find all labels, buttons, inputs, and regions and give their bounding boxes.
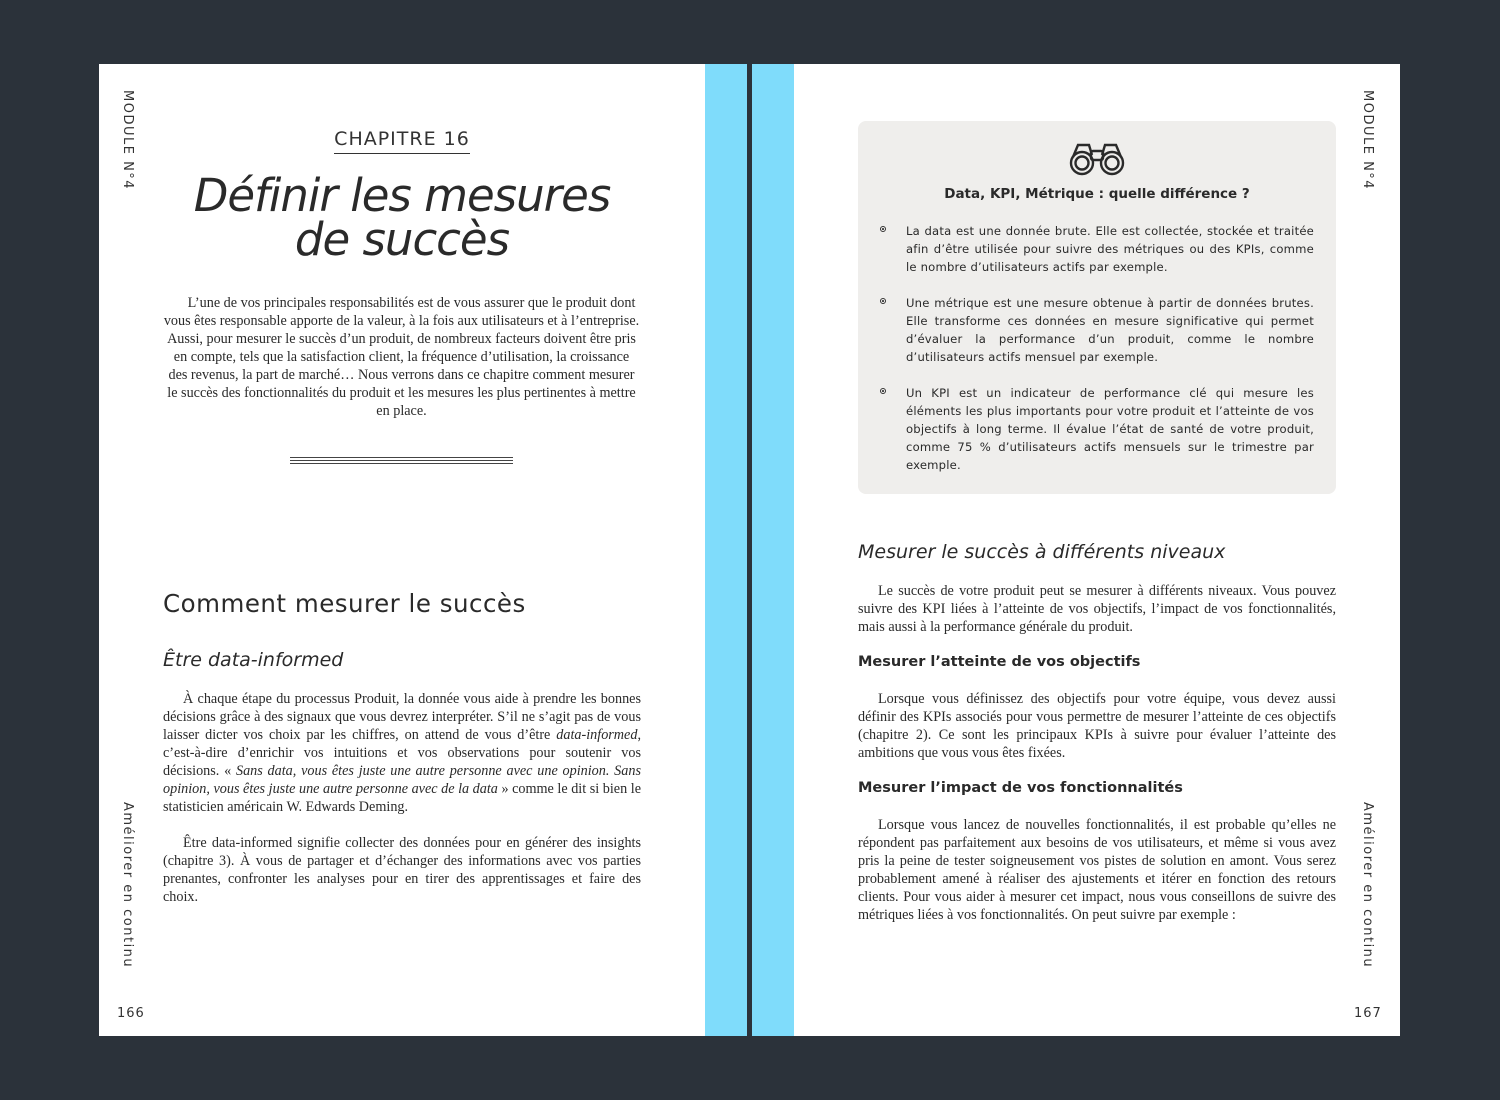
page-number: 167 xyxy=(1354,1006,1382,1021)
chapter-title xyxy=(99,169,705,266)
section-title: Comment mesurer le succès xyxy=(163,589,526,618)
info-list-item xyxy=(880,384,1314,474)
heading-features-impact: Mesurer l’impact de vos fonctionnalités xyxy=(858,780,1183,796)
decorative-rule xyxy=(290,457,513,458)
bullet-icon xyxy=(880,226,886,232)
module-subtitle: Améliorer en continu xyxy=(120,802,135,969)
info-box-title: Data, KPI, Métrique : quelle différence ? xyxy=(944,186,1250,202)
emphasis-quote: Sans data, vous êtes juste une autre personne avec une opinion. Sans opinion, vous êtes juste une autre personne avec de la data xyxy=(163,763,641,797)
text-run: À chaque étape du processus Produit, la donnée vous aide à prendre les bonnes décisions grâce à des signaux que vous devrez interpréter. S’il ne s’agit pas de vous laisser dicter vos choix par les chiffres, on attend de vous d’être xyxy=(163,691,641,743)
bullet-icon xyxy=(880,298,886,304)
module-label: MODULE N°4 xyxy=(120,90,135,191)
body-paragraph: Le succès de votre produit peut se mesurer à différents niveaux. Vous pouvez suivre des KPI liées à l’atteinte de vos objectifs, l’impact de vos fonctionnalités, mais aussi à la performance générale du produit. xyxy=(858,583,1336,635)
chapter-title-line1: Définir les mesures xyxy=(193,169,611,222)
body-paragraph xyxy=(163,690,641,816)
body-paragraph: Lorsque vous lancez de nouvelles fonctionnalités, il est probable qu’elles ne répondent pas parfaitement aux besoins de vos utilisateurs, et même si vous avez pris la peine de tester soigneusement vos pistes de solution en amont. Vous serez probablement amené à réaliser des ajustements et itérer en fonction des retours clients. Pour vous aider à mesurer cet impact, nous vous conseillons de suivre des métriques liées à vos fonctionnalités. On peut suivre par exemple : xyxy=(858,817,1336,923)
body-paragraph: Être data-informed signifie collecter des données pour en générer des insights (chapitre 3). À vous de partager et d’échanger des informations avec vos parties prenantes, confronter les analyses pour en tirer des apprentissages et faire des choix. xyxy=(163,835,641,905)
info-list-text: La data est une donnée brute. Elle est collectée, stockée et traitée afin d’être utilisée pour suivre des métriques ou des KPIs, comme le nombre d’utilisateurs actifs par exemple. xyxy=(906,224,1314,274)
info-list-text: Une métrique est une mesure obtenue à partir de données brutes. Elle transforme ces données en mesure significative qui permet d’évaluer la performance d’un produit, comme le nombre d’utilisateurs actifs mensuel par exemple. xyxy=(906,296,1314,364)
info-list-item xyxy=(880,222,1314,276)
info-list-item xyxy=(880,294,1314,366)
decorative-rule xyxy=(290,460,513,461)
gutter-right-band xyxy=(752,64,794,1036)
info-box xyxy=(858,121,1336,494)
module-subtitle: Améliorer en continu xyxy=(1360,802,1375,969)
decorative-rule xyxy=(290,463,513,464)
gutter-left-band xyxy=(705,64,747,1036)
module-label: MODULE N°4 xyxy=(1360,90,1375,191)
chapter-intro: L’une de vos principales responsabilités est de vous assurer que le produit dont vous êtes responsable apporte de la valeur, à la fois aux utilisateurs et à l’entreprise. Aussi, pour mesurer le succès d’un produit, de nombreux facteurs doivent être pris en compte, tels que la satisfaction client, la fréquence d’utilisation, la croissance des revenus, la part de marché… Nous verrons dans ce chapitre comment mesurer le succès des fonctionnalités du produit et les mesures les plus pertinentes à mettre en place. xyxy=(163,295,640,419)
chapter-label-text: CHAPITRE 16 xyxy=(334,128,470,154)
subsection-title: Être data-informed xyxy=(163,649,344,671)
bullet-icon xyxy=(880,388,886,394)
emphasis: data-informed xyxy=(556,727,638,743)
chapter-label xyxy=(99,128,705,150)
subsection-title: Mesurer le succès à différents niveaux xyxy=(858,541,1226,563)
page-number: 166 xyxy=(117,1006,145,1021)
body-paragraph: Lorsque vous définissez des objectifs pour votre équipe, vous devez aussi définir des KPIs associés pour vous permettre de mesurer l’atteinte de ces objectifs (chapitre 2). Ce sont les principaux KPIs à suivre pour évaluer l’atteinte des ambitions que vous vous êtes fixées. xyxy=(858,691,1336,761)
heading-objectives: Mesurer l’atteinte de vos objectifs xyxy=(858,654,1141,670)
text-run: » comme le dit si bien le statisticien américain W. Edwards Deming. xyxy=(163,781,641,815)
binoculars-icon xyxy=(1067,139,1127,177)
info-list-text: Un KPI est un indicateur de performance clé qui mesure les éléments les plus importants pour votre produit et l’atteinte de vos objectifs à long terme. Il évalue l’état de santé de votre produit, comme 75 % d’utilisateurs actifs mensuels sur le trimestre par exemple. xyxy=(906,386,1314,472)
right-page xyxy=(794,64,1400,1036)
left-page xyxy=(99,64,705,1036)
chapter-title-line2: de succès xyxy=(294,213,510,266)
text-run: , c’est-à-dire d’enrichir vos intuitions et vos observations pour soutenir vos décisions. « xyxy=(163,727,641,779)
